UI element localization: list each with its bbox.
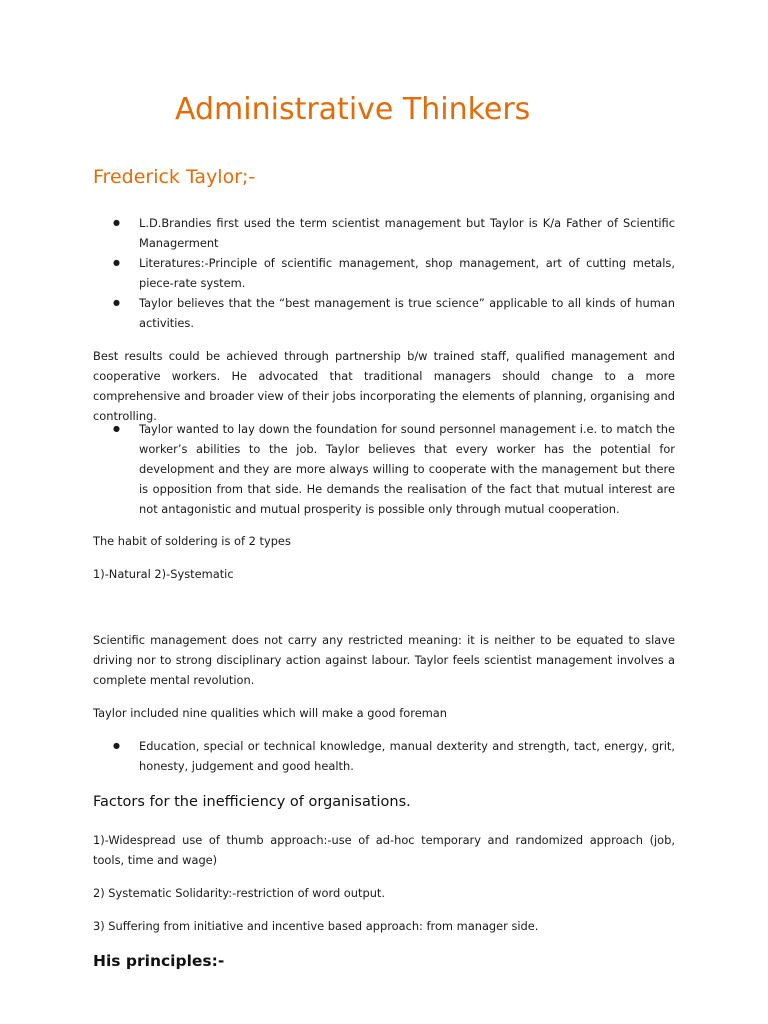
bullet-list-intro: [93, 213, 675, 333]
list-item: ● Taylor wanted to lay down the foundation for sound personnel management i.e. to match the worker’s abilities to the job. Taylor believes that every worker has the potential for development and they are more always willing to cooperate with the management but there is opposition from that side. He demands the realisation of the fact that mutual interest are not antagonistic and mutual prosperity is possible only through mutual cooperation.: [93, 419, 675, 519]
heading-factors-inefficiency: Factors for the inefficiency of organisations.: [93, 794, 411, 810]
document-title: Administrative Thinkers: [175, 92, 531, 127]
paragraph-best-results: Best results could be achieved through partnership b/w trained staff, qualified management and cooperative workers. He advocated that traditional managers should change to a more comprehensive and broader view of their jobs incorporating the elements of planning, organising and controlling.: [93, 349, 675, 423]
paragraph-factor-2: 2) Systematic Solidarity:-restriction of word output.: [93, 886, 385, 900]
list-item: ● Literatures:-Principle of scientific management, shop management, art of cutting metals, piece-rate system.: [93, 253, 675, 293]
paragraph-factor-1: 1)-Widespread use of thumb approach:-use of ad-hoc temporary and randomized approach (job, tools, time and wage): [93, 833, 675, 867]
heading-his-principles: His principles:-: [93, 952, 225, 970]
bullet-list-qualities: [93, 736, 675, 776]
paragraph-foreman-qualities: Taylor included nine qualities which will make a good foreman: [93, 706, 447, 720]
bullet-list-foundation: [93, 419, 675, 519]
paragraph-scientific-management: Scientific management does not carry any restricted meaning: it is neither to be equated to slave driving nor to strong disciplinary action against labour. Taylor feels scientist management involves a complete mental revolution.: [93, 633, 675, 687]
list-item: ● Taylor believes that the “best management is true science” applicable to all kinds of human activities.: [93, 293, 675, 333]
paragraph-factor-3: 3) Suffering from initiative and incentive based approach: from manager side.: [93, 919, 539, 933]
list-item: ● Education, special or technical knowledge, manual dexterity and strength, tact, energy, grit, honesty, judgement and good health.: [93, 736, 675, 776]
paragraph-soldering-types: 1)-Natural 2)-Systematic: [93, 567, 234, 581]
list-item: ● L.D.Brandies first used the term scientist management but Taylor is K/a Father of Scientific Managerment: [93, 213, 675, 253]
section-heading-frederick-taylor: Frederick Taylor;-: [93, 166, 256, 188]
paragraph-soldering-habit: The habit of soldering is of 2 types: [93, 534, 291, 548]
